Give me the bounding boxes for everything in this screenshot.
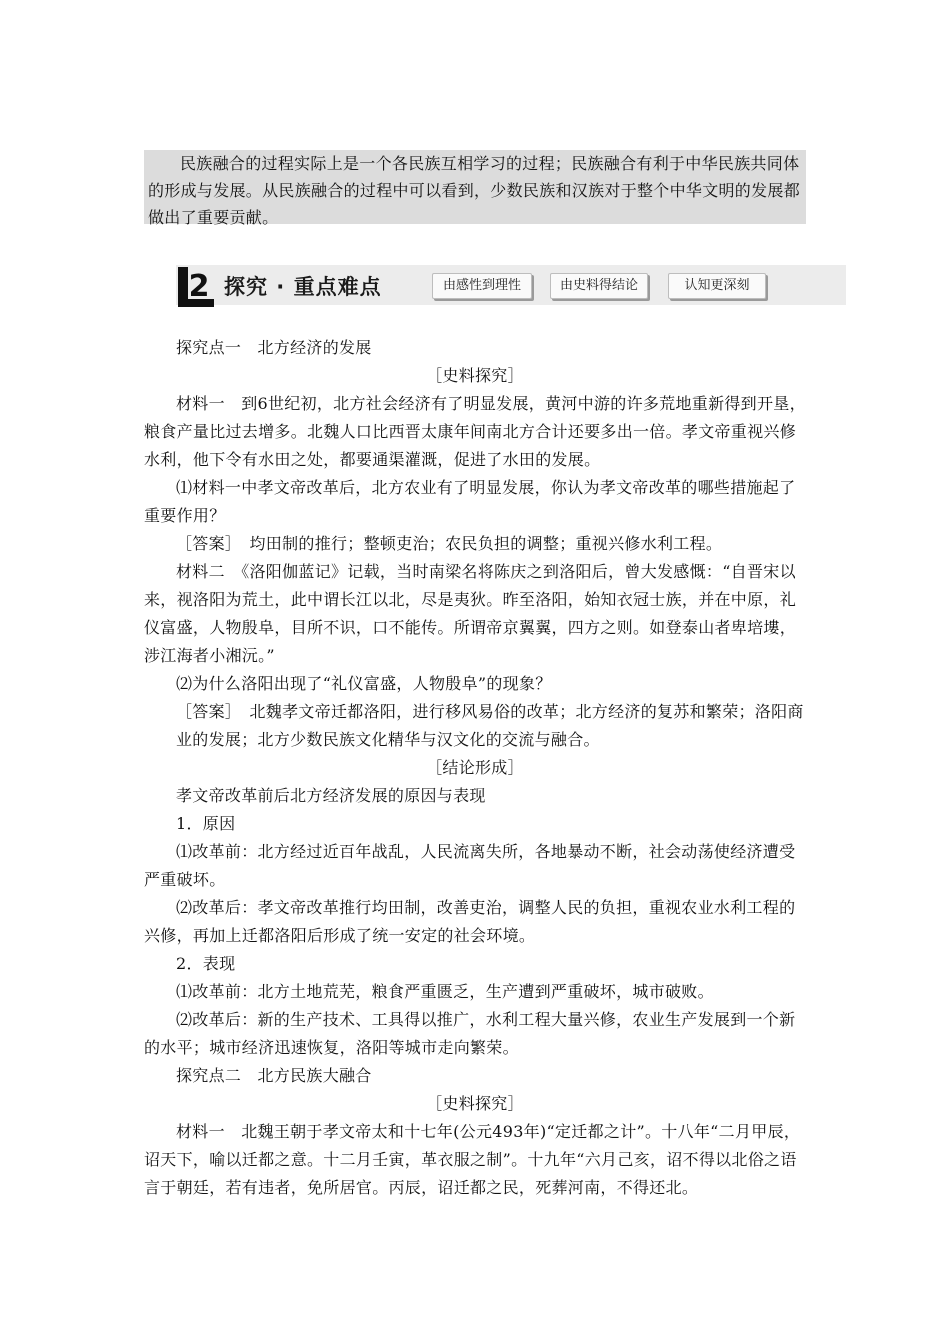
section-number-badge bbox=[178, 265, 214, 307]
subsection-heading: ［史料探究］ bbox=[426, 1094, 524, 1113]
tag-deeper-cognition: 认知更深刻 bbox=[668, 273, 766, 299]
section-banner bbox=[176, 265, 846, 305]
material-paragraph: 材料二 《洛阳伽蓝记》记载，当时南梁名将陈庆之到洛阳后，曾大发感慨：“自晋宋以来，视洛阳为荒土，此中谓长江以北，尽是夷狄。昨至洛阳，始知衣冠士族，并在中原，礼仪富盛，人物殷阜，目所不识，口不能传。所谓帝京翼翼，四方之则。如登泰山者卑培塿，涉江海者小湘沅。” bbox=[144, 562, 797, 665]
section-number: 2 bbox=[188, 269, 210, 304]
intro-text: 民族融合的过程实际上是一个各民族互相学习的过程；民族融合有利于中华民族共同体的形成与发展。从民族融合的过程中可以看到，少数民族和汉族对于整个中华文明的发展都做出了重要贡献。 bbox=[148, 154, 801, 227]
intro-summary-block bbox=[144, 150, 806, 227]
main-content bbox=[144, 334, 806, 1202]
answer-continuation: 业的发展；北方少数民族文化精华与汉文化的交流与融合。 bbox=[176, 730, 600, 749]
answer-paragraph: ［答案］ 北魏孝文帝迁都洛阳，进行移风易俗的改革；北方经济的复苏和繁荣；洛阳商 bbox=[176, 702, 804, 721]
list-item: ⑵改革后：孝文帝改革推行均田制，改善吏治，调整人民的负担，重视农业水利工程的兴修，再加上迁都洛阳后形成了统一安定的社会环境。 bbox=[144, 898, 796, 945]
subsection-heading: ［结论形成］ bbox=[426, 758, 524, 777]
answer-paragraph: ［答案］ 均田制的推行；整顿吏治；农民负担的调整；重视兴修水利工程。 bbox=[176, 534, 723, 553]
list-item: ⑴改革前：北方土地荒芜，粮食严重匮乏，生产遭到严重破坏，城市破败。 bbox=[176, 982, 714, 1001]
material-paragraph: 材料一 到6世纪初，北方社会经济有了明显发展，黄河中游的许多荒地重新得到开垦，粮食产量比过去增多。北魏人口比西晋太康年间南北方合计还要多出一倍。孝文帝重视兴修水利，他下令有水田之处，都要通渠灌溉，促进了水田的发展。 bbox=[144, 394, 806, 469]
question-paragraph: ⑵为什么洛阳出现了“礼仪富盛，人物殷阜”的现象？ bbox=[176, 674, 552, 693]
list-item: ⑴改革前：北方经过近百年战乱，人民流离失所，各地暴动不断，社会动荡使经济遭受严重破坏。 bbox=[144, 842, 796, 889]
list-item: ⑵改革后：新的生产技术、工具得以推广，水利工程大量兴修，农业生产发展到一个新的水平；城市经济迅速恢复，洛阳等城市走向繁荣。 bbox=[144, 1010, 796, 1057]
inquiry-point-heading: 探究点一 北方经济的发展 bbox=[176, 338, 372, 357]
tag-perceptual-to-rational: 由感性到理性 bbox=[432, 273, 532, 299]
tag-sources-to-conclusion: 由史料得结论 bbox=[550, 273, 648, 299]
list-heading: 1．原因 bbox=[176, 814, 236, 833]
list-heading: 2．表现 bbox=[176, 954, 236, 973]
material-paragraph: 材料一 北魏王朝于孝文帝太和十七年(公元493年)“定迁都之计”。十八年“二月甲辰，诏天下，喻以迁都之意。十二月壬寅，革衣服之制”。十九年“六月己亥，诏不得以北俗之语言于朝廷，若有违者，免所居官。丙辰，诏迁都之民，死葬河南，不得还北。 bbox=[144, 1122, 801, 1197]
conclusion-title: 孝文帝改革前后北方经济发展的原因与表现 bbox=[176, 786, 486, 805]
section-title: 探究 · 重点难点 bbox=[224, 275, 382, 299]
inquiry-point-heading: 探究点二 北方民族大融合 bbox=[176, 1066, 372, 1085]
subsection-heading: ［史料探究］ bbox=[426, 366, 524, 385]
question-paragraph: ⑴材料一中孝文帝改革后，北方农业有了明显发展，你认为孝文帝改革的哪些措施起了重要作用？ bbox=[144, 478, 796, 525]
